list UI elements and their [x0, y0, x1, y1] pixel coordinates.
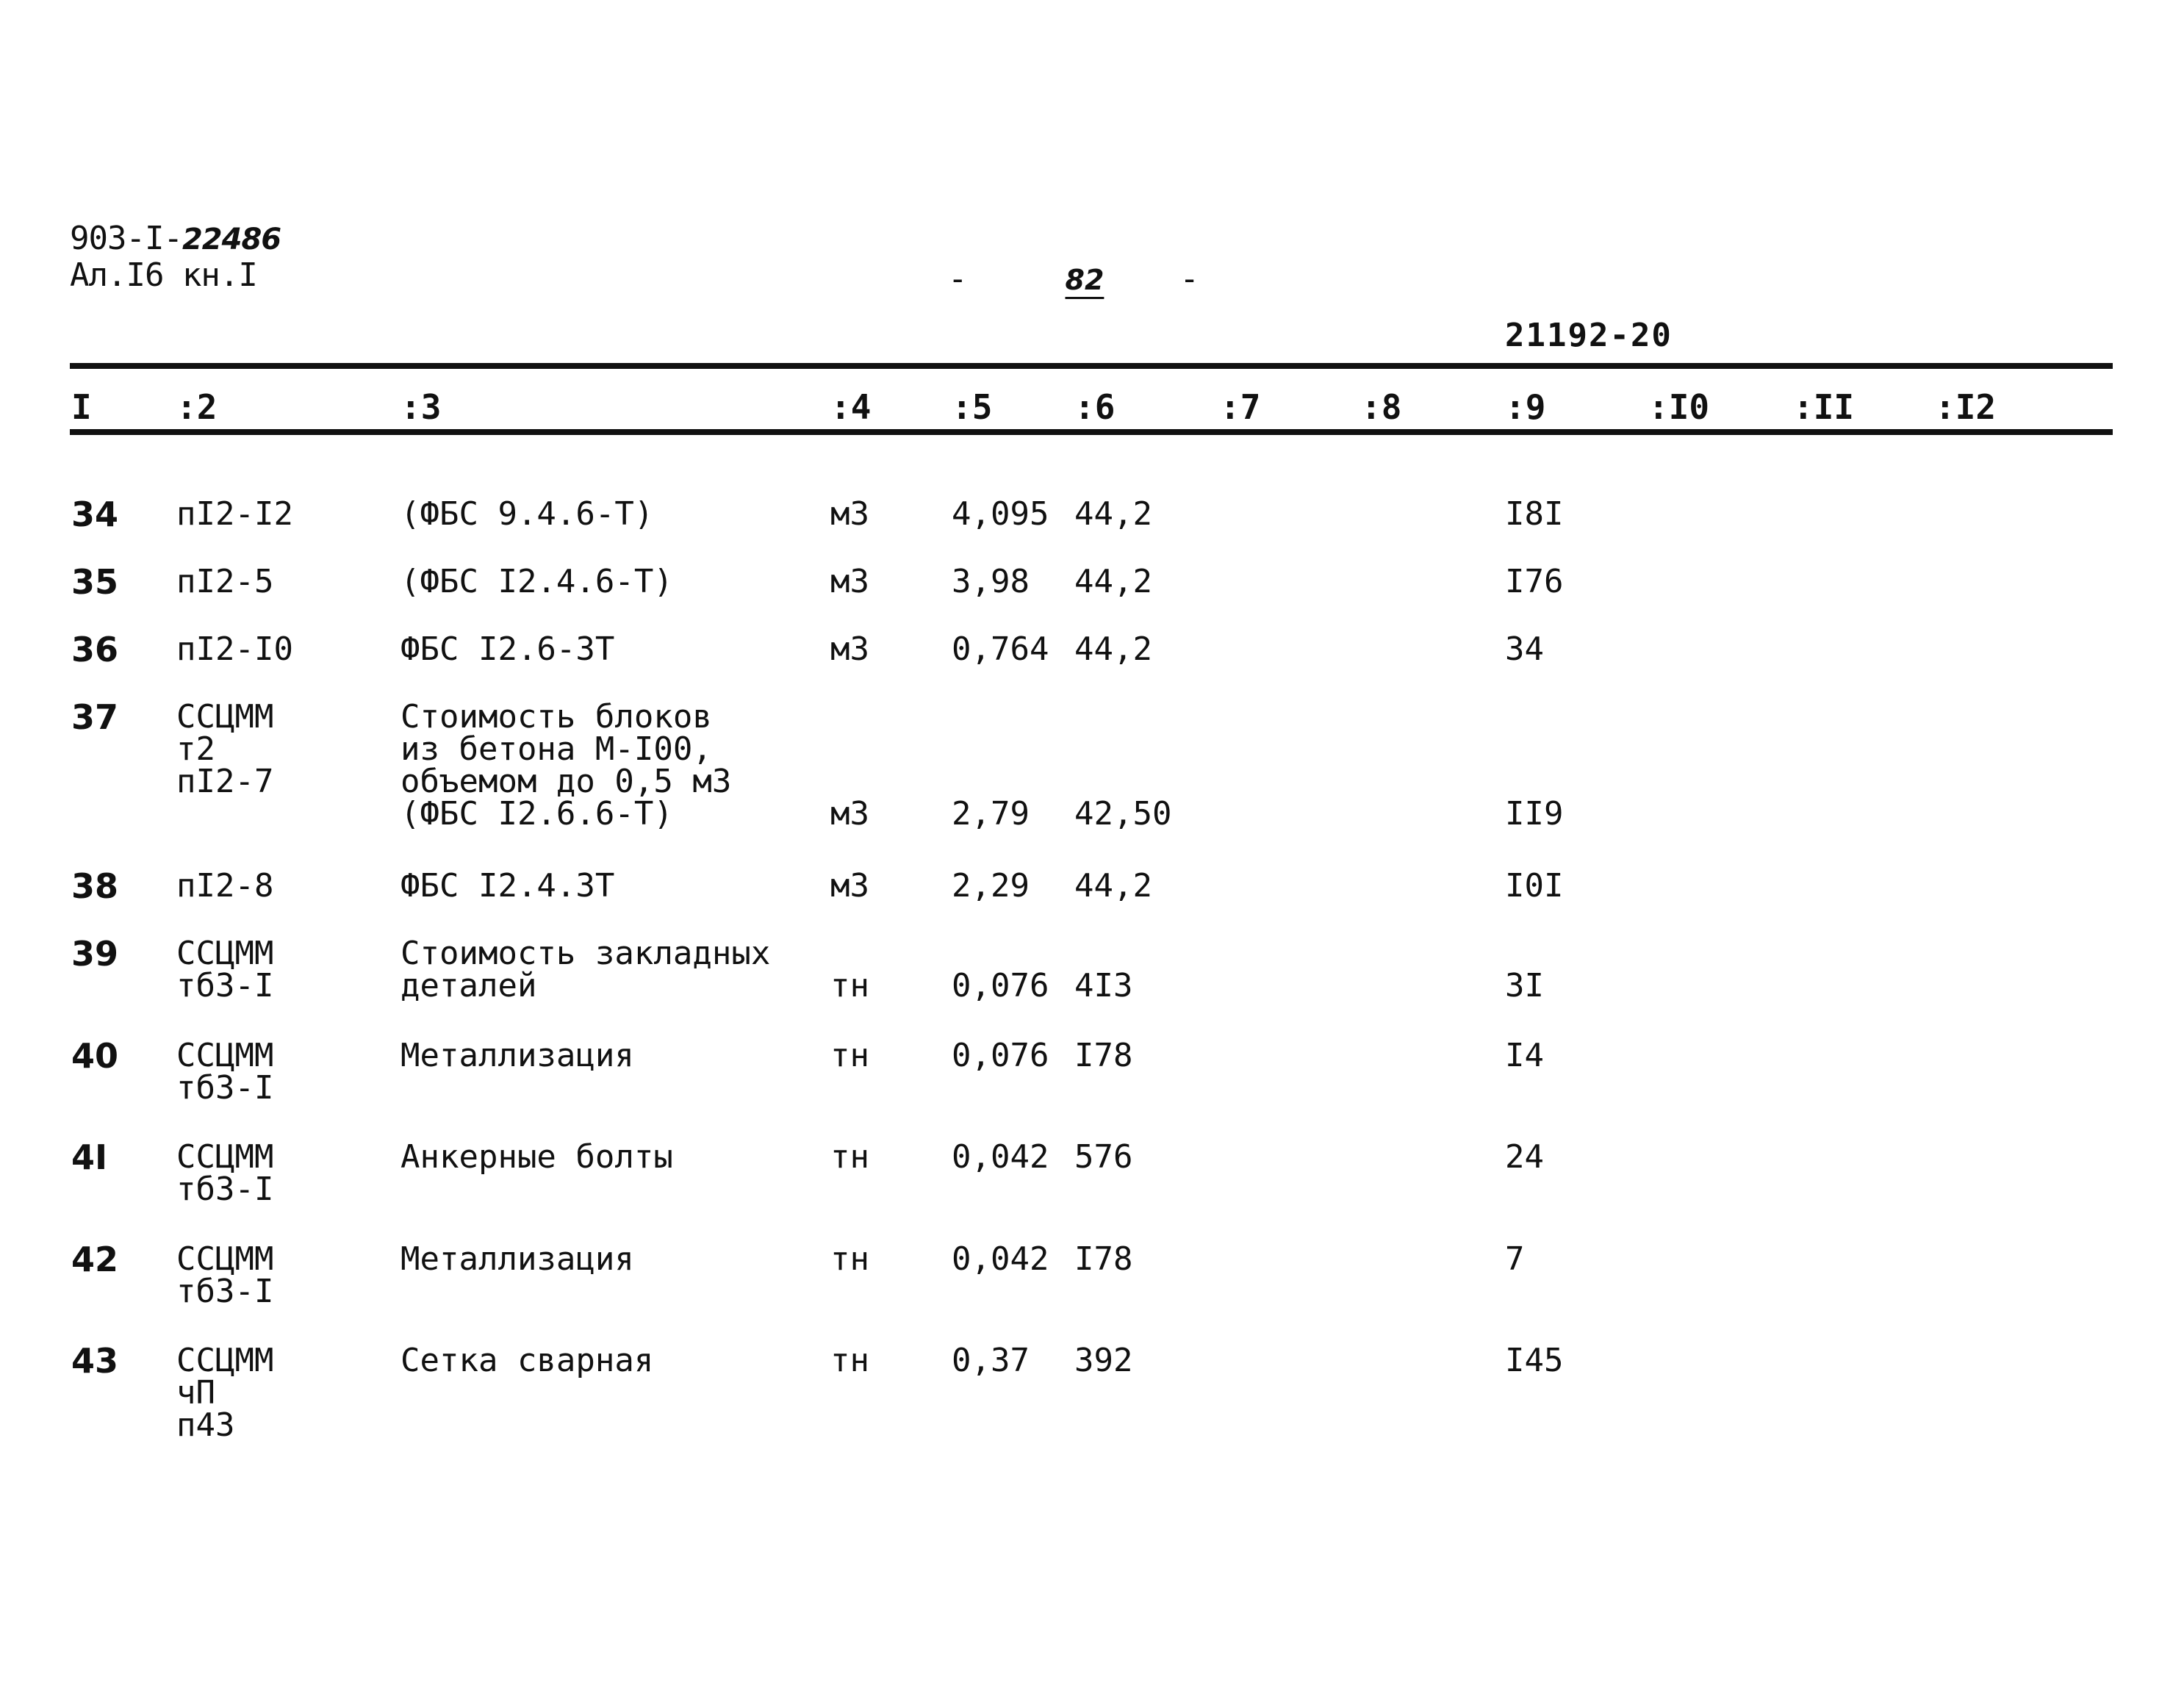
row-unit-price: I78	[1074, 1037, 1133, 1074]
row-description-line: Стоимость блоков	[400, 698, 712, 736]
page-dash-right: -	[1179, 260, 1199, 298]
row-description	[400, 1138, 673, 1176]
row-description	[400, 935, 771, 1004]
row-total: I8I	[1505, 495, 1564, 533]
row-total: I45	[1505, 1342, 1564, 1379]
row-number: 35	[71, 562, 119, 602]
table-header-rule	[70, 429, 2113, 435]
row-description	[400, 563, 673, 600]
row-description	[400, 495, 654, 533]
row-description-line: Сетка сварная	[400, 1342, 654, 1379]
row-description	[400, 698, 732, 833]
row-code-line: пI2-5	[176, 563, 274, 600]
row-unit-price: 44,2	[1074, 867, 1152, 905]
document-code-handwritten: 22486	[182, 223, 281, 256]
row-code	[176, 495, 293, 533]
row-number: 42	[71, 1240, 119, 1279]
table-top-rule	[70, 363, 2113, 369]
row-description-line: ФБС I2.6-3Т	[400, 630, 615, 668]
column-header-8: :8	[1361, 387, 1402, 427]
column-header-10: :I0	[1648, 387, 1710, 427]
row-unit: м3	[830, 495, 869, 533]
row-description-line: объемом до 0,5 м3	[400, 763, 732, 800]
row-unit-price: 42,50	[1074, 795, 1172, 833]
row-code-line: тб3-I	[176, 1273, 274, 1310]
column-header-11: :II	[1793, 387, 1855, 427]
row-unit: м3	[830, 867, 869, 905]
row-total: I76	[1505, 563, 1564, 600]
row-code-line: п43	[176, 1406, 235, 1444]
row-description	[400, 1037, 634, 1074]
row-unit: тн	[830, 1240, 869, 1278]
row-code	[176, 698, 274, 800]
row-code-line: т2	[176, 730, 215, 768]
row-code	[176, 867, 274, 905]
column-header-6: :6	[1074, 387, 1116, 427]
column-header-4: :4	[830, 387, 872, 427]
row-unit-price: I78	[1074, 1240, 1133, 1278]
row-code-line: пI2-I2	[176, 495, 293, 533]
row-quantity: 3,98	[952, 563, 1030, 600]
row-unit-price: 4I3	[1074, 967, 1133, 1004]
column-header-9: :9	[1505, 387, 1546, 427]
row-code-line: ССЦММ	[176, 698, 274, 736]
row-code-line: пI2-7	[176, 763, 274, 800]
row-total: I4	[1505, 1037, 1544, 1074]
row-total: 3I	[1505, 967, 1544, 1004]
row-unit: тн	[830, 967, 869, 1004]
row-code-line: пI2-I0	[176, 630, 293, 668]
row-unit: м3	[830, 563, 869, 600]
column-header-1: I	[71, 387, 92, 427]
row-description-line: Стоимость закладных	[400, 935, 771, 972]
row-description-line: (ФБС I2.6.6-Т)	[400, 795, 673, 833]
row-code-line: тб3-I	[176, 967, 274, 1004]
row-code	[176, 1240, 274, 1310]
row-description-line: (ФБС I2.4.6-Т)	[400, 563, 673, 600]
row-description-line: ФБС I2.4.3Т	[400, 867, 615, 905]
row-code-line: ССЦММ	[176, 1342, 274, 1379]
row-description-line: (ФБС 9.4.6-Т)	[400, 495, 654, 533]
row-description	[400, 630, 615, 668]
row-number: 43	[71, 1341, 119, 1381]
row-total: II9	[1505, 795, 1564, 833]
row-code-line: чП	[176, 1374, 215, 1412]
row-unit-price: 44,2	[1074, 563, 1152, 600]
row-code	[176, 1342, 274, 1444]
row-code-line: тб3-I	[176, 1069, 274, 1107]
row-quantity: 0,042	[952, 1240, 1049, 1278]
row-unit: м3	[830, 795, 869, 833]
document-code-prefix: 903-I-	[70, 220, 182, 257]
row-description-line: деталей	[400, 967, 537, 1004]
row-quantity: 0,37	[952, 1342, 1030, 1379]
row-number: 37	[71, 697, 119, 737]
row-code	[176, 630, 293, 668]
page-number	[948, 261, 1199, 298]
row-number: 39	[71, 934, 119, 974]
row-quantity: 0,076	[952, 1037, 1049, 1074]
row-code	[176, 1037, 274, 1107]
row-number: 4I	[71, 1137, 108, 1177]
column-header-12: :I2	[1935, 387, 1997, 427]
row-code-line: ССЦММ	[176, 1240, 274, 1278]
row-number: 38	[71, 866, 119, 906]
row-total: I0I	[1505, 867, 1564, 905]
column-header-2: :2	[176, 387, 218, 427]
row-code-line: пI2-8	[176, 867, 274, 905]
row-unit: тн	[830, 1037, 869, 1074]
row-code	[176, 563, 274, 600]
row-quantity: 2,29	[952, 867, 1030, 905]
column-header-7: :7	[1220, 387, 1261, 427]
row-quantity: 2,79	[952, 795, 1030, 833]
column-header-3: :3	[400, 387, 442, 427]
row-quantity: 0,764	[952, 630, 1049, 668]
row-number: 40	[71, 1036, 119, 1076]
row-code	[176, 1138, 274, 1208]
row-number: 36	[71, 630, 119, 669]
row-description-line: из бетона М-I00,	[400, 730, 712, 768]
row-quantity: 0,042	[952, 1138, 1049, 1176]
row-code-line: ССЦММ	[176, 935, 274, 972]
row-description-line: Металлизация	[400, 1037, 634, 1074]
row-total: 34	[1505, 630, 1544, 668]
row-total: 7	[1505, 1240, 1525, 1278]
column-header-5: :5	[952, 387, 993, 427]
row-quantity: 0,076	[952, 967, 1049, 1004]
row-description	[400, 867, 615, 905]
page-dash-left: -	[948, 260, 968, 298]
row-description	[400, 1240, 634, 1278]
row-unit-price: 44,2	[1074, 495, 1152, 533]
row-unit-price: 44,2	[1074, 630, 1152, 668]
row-total: 24	[1505, 1138, 1544, 1176]
document-code	[70, 220, 281, 258]
row-code-line: ССЦММ	[176, 1037, 274, 1074]
row-unit-price: 392	[1074, 1342, 1133, 1379]
row-description-line: Металлизация	[400, 1240, 634, 1278]
row-code	[176, 935, 274, 1004]
row-number: 34	[71, 495, 119, 534]
row-unit: тн	[830, 1342, 869, 1379]
row-unit: м3	[830, 630, 869, 668]
page-number-value: 82	[1065, 264, 1104, 296]
sheet-label: Ал.I6 кн.I	[70, 256, 257, 294]
row-quantity: 4,095	[952, 495, 1049, 533]
row-description	[400, 1342, 654, 1379]
row-description-line: Анкерные болты	[400, 1138, 673, 1176]
row-code-line: ССЦММ	[176, 1138, 274, 1176]
row-unit: тн	[830, 1138, 869, 1176]
row-unit-price: 576	[1074, 1138, 1133, 1176]
registration-stamp: 21192-20	[1505, 317, 1673, 354]
row-code-line: тб3-I	[176, 1171, 274, 1208]
